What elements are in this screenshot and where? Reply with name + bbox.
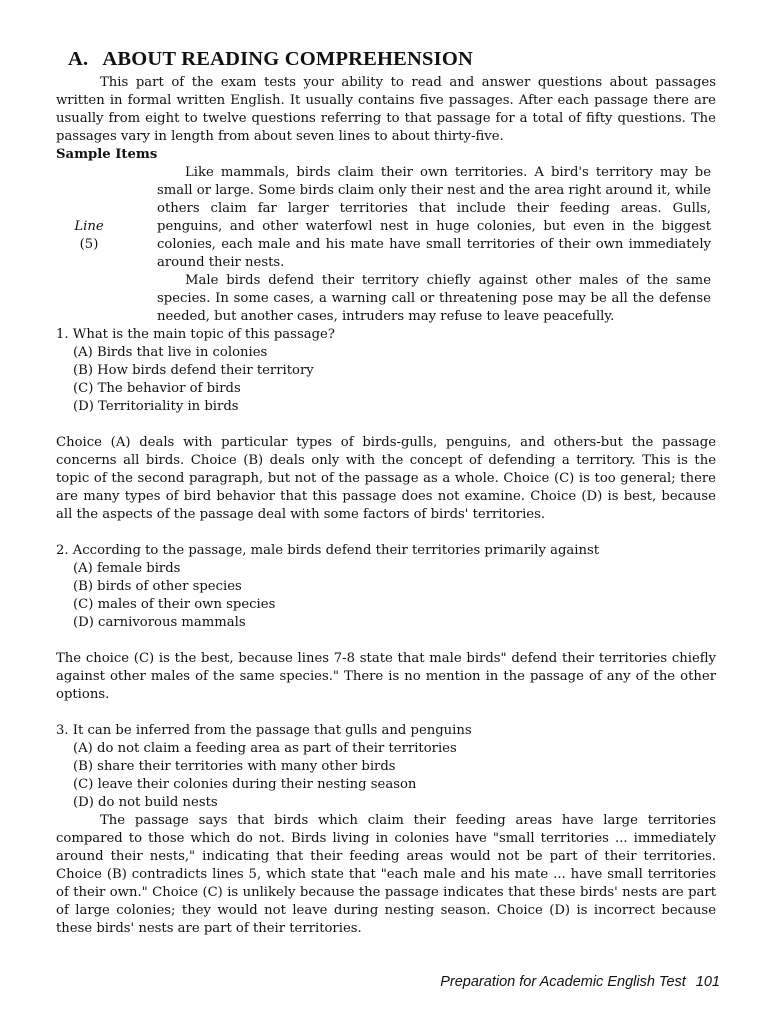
question-3-option-a: (A) do not claim a feeding area as part of their territories [73, 741, 457, 756]
question-1-explanation: Choice (A) deals with particular types of birds-gulls, penguins, and others-but the passage concerns all birds. Choice (B) deals only with the concept of defending a territory. This is the topic of the second paragraph, but not of the passage as a whole. Choice (C) is too general; there are many types of bird behavior that this passage does not examine. Choice (D) is best, because all the aspects of the passage deal with some factors of birds' territories. [56, 435, 716, 522]
section-title: ABOUT READING COMPREHENSION [102, 48, 473, 70]
question-1-option-d: (D) Territoriality in birds [73, 399, 239, 414]
question-1-option-a: (A) Birds that live in colonies [73, 345, 268, 360]
line-label: Line [74, 219, 104, 234]
passage-paragraph-1: Like mammals, birds claim their own territories. A bird's territory may be small or large. Some birds claim only their nest and the area right around it, while others claim far larger territories that include their feeding areas. Gulls, penguins, and other waterfowl nest in huge colonies, but even in the biggest colonies, each male and his mate have small territories of their own immediately around their nests. [157, 165, 711, 270]
section-heading [68, 48, 716, 71]
question-2-option-c: (C) males of their own species [73, 597, 276, 612]
question-1: 1. What is the main topic of this passage? [56, 327, 335, 342]
question-3: 3. It can be inferred from the passage that gulls and penguins [56, 723, 472, 738]
question-3-option-b: (B) share their territories with many other birds [73, 759, 396, 774]
question-2-explanation: The choice (C) is the best, because lines 7-8 state that male birds" defend their territories chiefly against other males of the same species." There is no mention in the passage of any of the other options. [56, 651, 716, 702]
document-page [56, 48, 716, 938]
question-3-option-c: (C) leave their colonies during their nesting season [73, 777, 417, 792]
sample-items-label: Sample Items [56, 147, 158, 162]
intro-paragraph: This part of the exam tests your ability to read and answer questions about passages written in formal written English. It usually contains five passages. After each passage there are usually from eight to twelve questions referring to that passage for a total of fifty questions. The passages vary in length from about seven lines to about thirty-five. [56, 75, 716, 144]
question-3-option-d: (D) do not build nests [73, 795, 218, 810]
section-letter: A. [68, 48, 89, 70]
question-2-option-b: (B) birds of other species [73, 579, 242, 594]
question-2-option-a: (A) female birds [73, 561, 181, 576]
page-footer [440, 974, 720, 990]
footer-title: Preparation for Academic English Test [440, 974, 686, 990]
question-2-option-d: (D) carnivorous mammals [73, 615, 246, 630]
question-1-option-c: (C) The behavior of birds [73, 381, 241, 396]
question-block-3 [56, 722, 716, 938]
page-number: 101 [695, 974, 720, 990]
question-1-option-b: (B) How birds defend their territory [73, 363, 314, 378]
line-number: (5) [79, 237, 99, 252]
sample-passage [74, 164, 711, 326]
question-3-explanation: The passage says that birds which claim their feeding areas have large territories compared to those which do not. Birds living in colonies have "small territories ... immediately around their nests," indicating that their feeding areas would not be part of their territories. Choice (B) contradicts lines 5, which state that "each male and his mate ... have small territories of their own." Choice (C) is unlikely because the passage indicates that these birds' nests are part of large colonies; they would not leave during nesting season. Choice (D) is incorrect because these birds' nests are part of their territories. [56, 813, 716, 936]
question-2: 2. According to the passage, male birds defend their territories primarily against [56, 543, 600, 558]
passage-paragraph-2: Male birds defend their territory chiefly against other males of the same species. In some cases, a warning call or threatening pose may be all the defense needed, but another cases, intruders may refuse to leave peacefully. [157, 273, 711, 324]
question-block-1 [56, 326, 716, 524]
question-block-2 [56, 542, 716, 704]
